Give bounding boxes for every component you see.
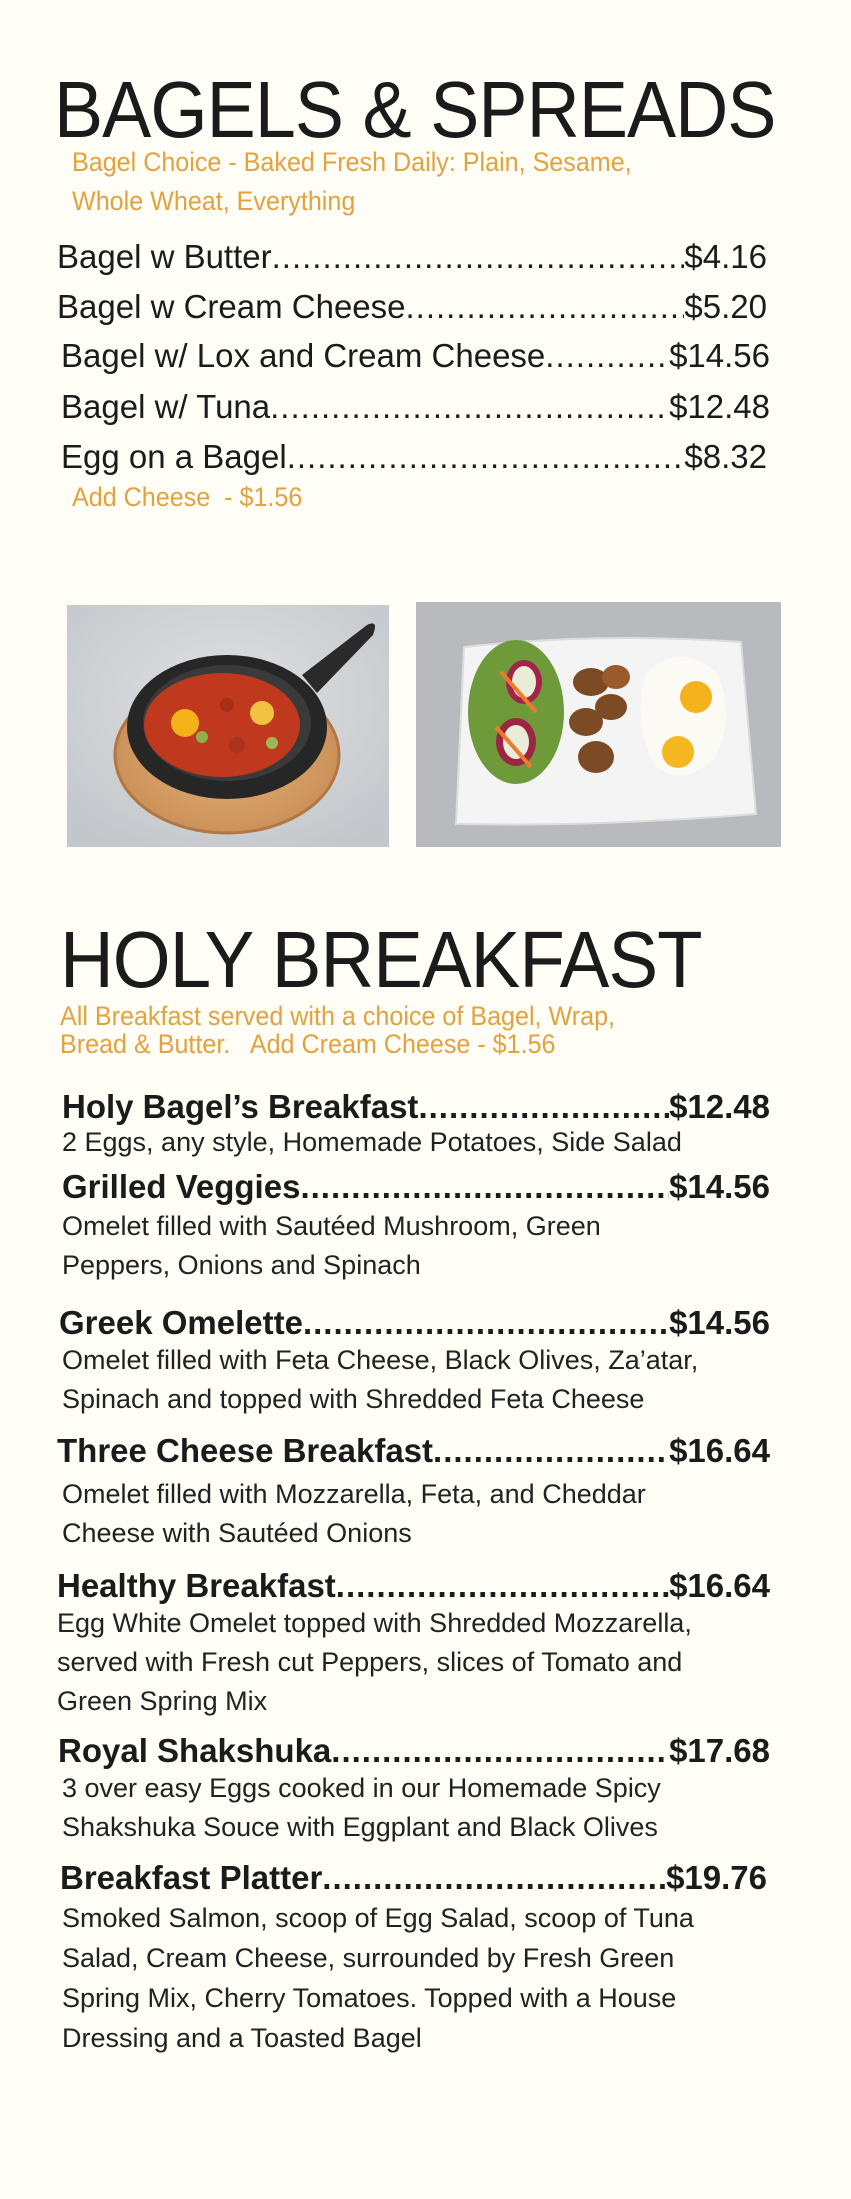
item-description: Smoked Salmon, scoop of Egg Salad, scoop of Tuna Salad, Cream Cheese, surrounded by Fresh Green Spring Mix, Cherry Tomatoes. Topped with a House Dressing and a Toasted Bagel [62, 1903, 694, 2053]
dot-leader [331, 1734, 669, 1767]
item-description: Egg White Omelet topped with Shredded Mozzarella, served with Fresh cut Peppers, slices of Tomato and Green Spring Mix [57, 1608, 692, 1716]
dot-leader [336, 1569, 669, 1602]
photo-breakfast-plate [416, 602, 781, 847]
item-description: Omelet filled with Sautéed Mushroom, Green Peppers, Onions and Spinach [62, 1211, 601, 1280]
breakfast-subtitle-line2: Bread & Butter. Add Cream Cheese - $1.56 [60, 1029, 556, 1059]
dot-leader [418, 1090, 669, 1123]
dot-leader [545, 339, 669, 372]
item-description: Omelet filled with Feta Cheese, Black Olives, Za’atar, Spinach and topped with Shredded Feta Cheese [62, 1345, 699, 1414]
item-description: Omelet filled with Mozzarella, Feta, and Cheddar Cheese with Sautéed Onions [62, 1479, 646, 1548]
item-description: 2 Eggs, any style, Homemade Potatoes, Side Salad [62, 1127, 682, 1157]
breakfast-subtitle-line1: All Breakfast served with a choice of Bagel, Wrap, [60, 1001, 616, 1031]
menu-item-bagel-cream-cheese: Bagel w Cream Cheese ..... $5.20 [57, 290, 767, 323]
menu-item-bagel-lox: Bagel w/ Lox and Cream Cheese ..... $14.56 [61, 339, 770, 372]
breakfast-plate-image [416, 602, 781, 847]
shakshuka-image [67, 605, 389, 847]
dot-leader [270, 390, 669, 423]
menu-item-bagel-tuna: Bagel w/ Tuna ..... $12.48 [61, 390, 770, 423]
photo-shakshuka [67, 605, 389, 847]
dot-leader [300, 1170, 669, 1203]
dot-leader [287, 440, 685, 473]
item-description: 3 over easy Eggs cooked in our Homemade Spicy Shakshuka Souce with Eggplant and Black Olives [62, 1773, 661, 1842]
menu-item-bagel-butter: Bagel w Butter ..... $4.16 [57, 240, 767, 273]
menu-item-holy-bagels-breakfast: Holy Bagel’s Breakfast ..... $12.48 2 Eggs, any style, Homemade Potatoes, Side Salad [62, 1090, 770, 1162]
section-title-breakfast: HOLY BREAKFAST [60, 915, 702, 1004]
menu-item-greek-omelette: Greek Omelette ..... $14.56 Omelet filled with Feta Cheese, Black Olives, Za’atar, Spinach and topped with Shredded Feta Cheese [59, 1306, 770, 1419]
dot-leader [406, 290, 685, 323]
menu-item-grilled-veggies: Grilled Veggies ..... $14.56 Omelet filled with Sautéed Mushroom, Green Peppers, Onions and Spinach [62, 1170, 770, 1285]
section-title-bagels: BAGELS & SPREADS [54, 65, 776, 154]
bagels-addon-note: Add Cheese - $1.56 [72, 482, 303, 512]
dot-leader [303, 1306, 669, 1339]
dot-leader [272, 240, 685, 273]
menu-item-egg-on-bagel: Egg on a Bagel ..... $8.32 [61, 440, 767, 473]
bagels-subtitle-line2: Whole Wheat, Everything [72, 186, 356, 216]
bagels-subtitle-line1: Bagel Choice - Baked Fresh Daily: Plain, Sesame, [72, 147, 632, 177]
dot-leader [322, 1861, 666, 1894]
menu-item-three-cheese-breakfast: Three Cheese Breakfast ..... $16.64 Omelet filled with Mozzarella, Feta, and Cheddar Cheese with Sautéed Onions [57, 1434, 770, 1553]
menu-item-breakfast-platter: Breakfast Platter ..... $19.76 Smoked Salmon, scoop of Egg Salad, scoop of Tuna Salad, Cream Cheese, surrounded by Fresh Green Spring Mix, Cherry Tomatoes. Topped with a House Dressing and a Toasted Bagel [60, 1861, 767, 2058]
menu-item-royal-shakshuka: Royal Shakshuka ..... $17.68 3 over easy Eggs cooked in our Homemade Spicy Shakshuka Souce with Eggplant and Black Olives [58, 1734, 770, 1847]
menu-item-healthy-breakfast: Healthy Breakfast ..... $16.64 Egg White Omelet topped with Shredded Mozzarella, served with Fresh cut Peppers, slices of Tomato and Green Spring Mix [57, 1569, 770, 1721]
dot-leader [433, 1434, 669, 1467]
